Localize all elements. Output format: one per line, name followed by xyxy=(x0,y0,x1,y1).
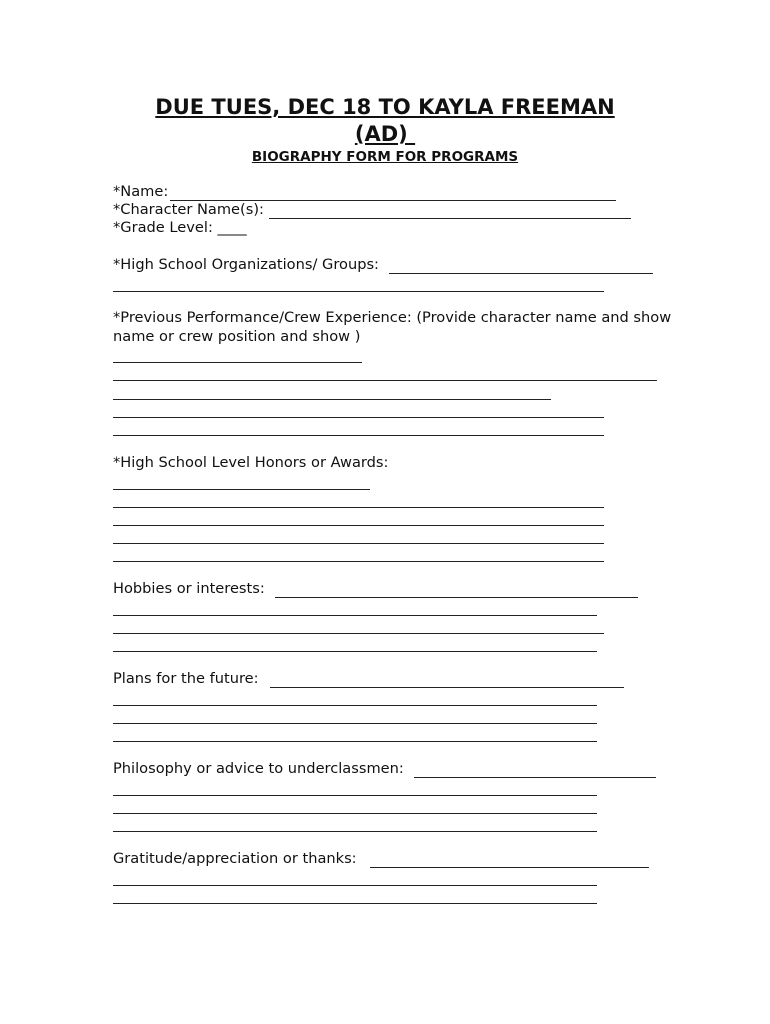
plans-line[interactable] xyxy=(113,741,597,742)
honors-line[interactable] xyxy=(113,561,604,562)
organizations-line[interactable] xyxy=(389,273,653,274)
experience-label: *Previous Performance/Crew Experience: (Provide character name and show name or crew position and show ) xyxy=(113,309,672,345)
grade-level-label: *Grade Level: ____ xyxy=(113,219,247,236)
philosophy-line[interactable] xyxy=(113,795,597,796)
experience-line[interactable] xyxy=(113,417,604,418)
due-date-title-ad: (AD) xyxy=(354,122,416,146)
honors-line[interactable] xyxy=(113,525,604,526)
plans-line[interactable] xyxy=(270,687,624,688)
honors-line[interactable] xyxy=(113,489,370,490)
philosophy-line[interactable] xyxy=(414,777,656,778)
hobbies-line[interactable] xyxy=(113,633,604,634)
gratitude-label: Gratitude/appreciation or thanks: xyxy=(113,850,357,867)
organizations-line-2[interactable] xyxy=(113,291,604,292)
experience-line[interactable] xyxy=(113,362,362,363)
experience-line[interactable] xyxy=(113,435,604,436)
honors-line[interactable] xyxy=(113,543,604,544)
hobbies-line[interactable] xyxy=(113,651,597,652)
name-label: *Name: xyxy=(113,183,169,200)
character-names-line[interactable] xyxy=(269,218,631,219)
honors-line[interactable] xyxy=(113,507,604,508)
honors-label: *High School Level Honors or Awards: xyxy=(113,454,389,471)
organizations-label: *High School Organizations/ Groups: xyxy=(113,256,379,273)
experience-line[interactable] xyxy=(113,380,657,381)
gratitude-line[interactable] xyxy=(113,903,597,904)
gratitude-line[interactable] xyxy=(370,867,649,868)
hobbies-line[interactable] xyxy=(113,615,597,616)
plans-line[interactable] xyxy=(113,705,597,706)
plans-line[interactable] xyxy=(113,723,597,724)
experience-line[interactable] xyxy=(113,399,551,400)
philosophy-line[interactable] xyxy=(113,813,597,814)
form-subtitle: BIOGRAPHY FORM FOR PROGRAMS xyxy=(251,149,519,165)
plans-label: Plans for the future: xyxy=(113,670,259,687)
gratitude-line[interactable] xyxy=(113,885,597,886)
philosophy-label: Philosophy or advice to underclassmen: xyxy=(113,760,404,777)
character-names-label: *Character Name(s): xyxy=(113,201,264,218)
philosophy-line[interactable] xyxy=(113,831,597,832)
hobbies-label: Hobbies or interests: xyxy=(113,580,265,597)
due-date-title: DUE TUES, DEC 18 TO KAYLA FREEMAN xyxy=(155,95,615,119)
hobbies-line[interactable] xyxy=(275,597,638,598)
